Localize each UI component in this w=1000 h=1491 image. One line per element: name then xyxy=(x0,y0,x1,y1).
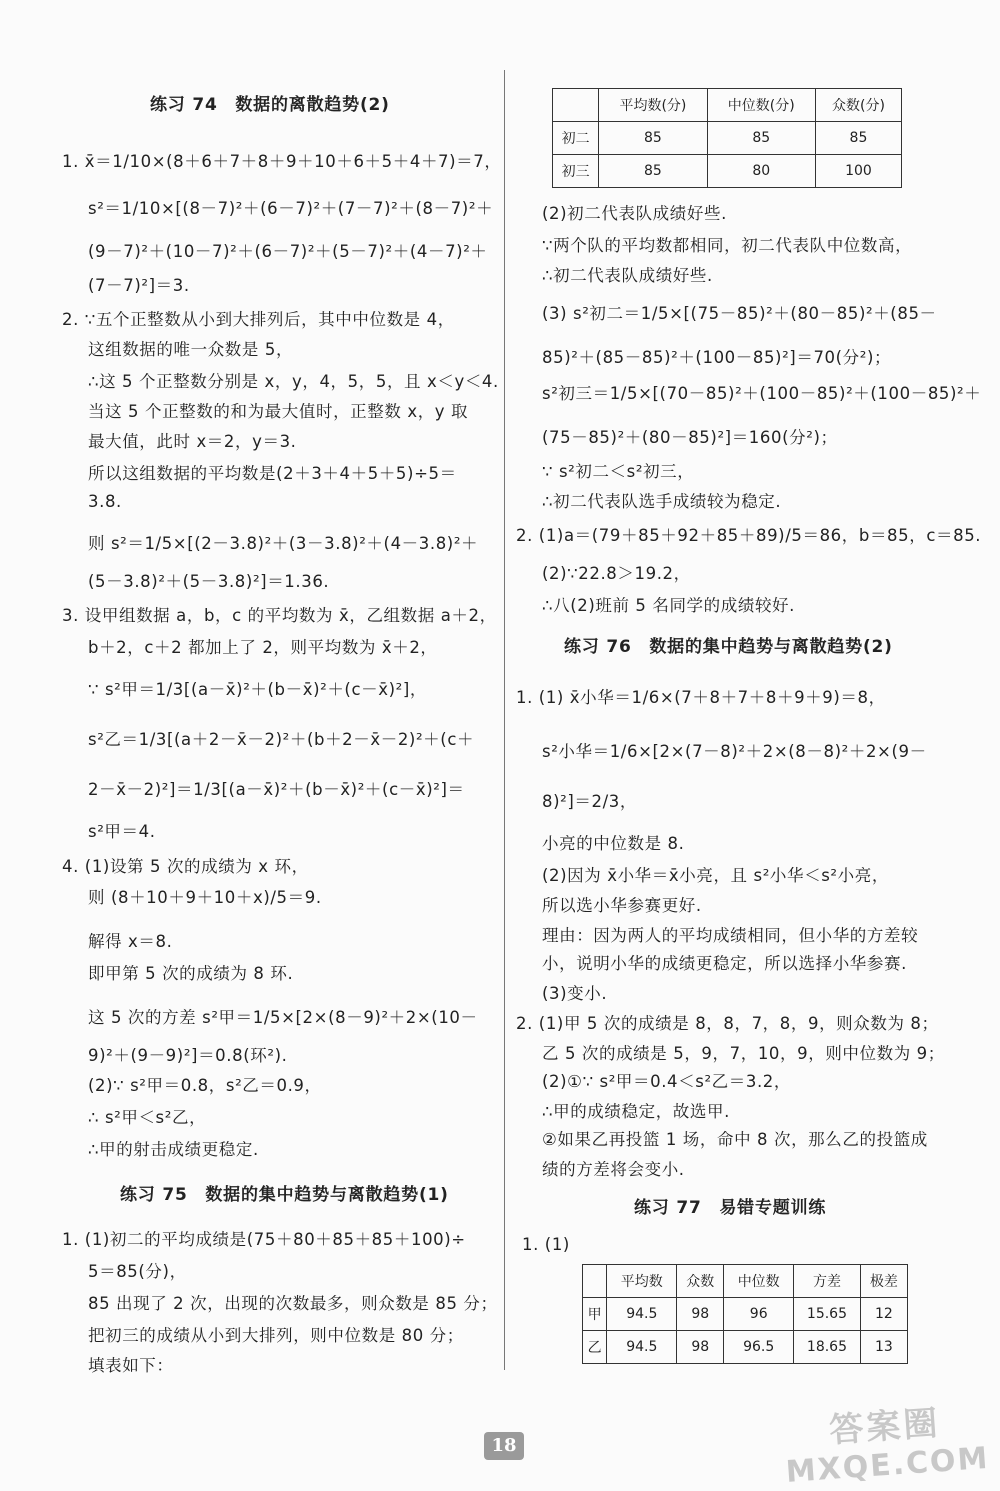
table-cell: 94.5 xyxy=(607,1298,677,1331)
table-cell: 初二 xyxy=(553,122,599,155)
answer-line: 85 出现了 2 次，出现的次数最多，则众数是 85 分； xyxy=(88,1294,498,1313)
exercise-77-item-1: 1. (1) xyxy=(522,1235,570,1254)
answer-line: ∴八(2)班前 5 名同学的成绩较好. xyxy=(542,596,796,615)
answer-line: 填表如下： xyxy=(88,1356,174,1375)
answer-line: (2)因为 x̄小华＝x̄小亮，且 s²小华＜s²小亮， xyxy=(542,866,889,885)
answer-line: s²初三＝1/5×[(70－85)²＋(100－85)²＋(100－85)²＋ xyxy=(542,384,982,403)
table-header-cell xyxy=(583,1265,607,1298)
watermark-text: 答案圈 xyxy=(828,1403,942,1451)
answer-line: 解得 x＝8. xyxy=(88,932,173,951)
table-row xyxy=(583,1298,908,1331)
answer-line: (3)变小. xyxy=(542,984,608,1003)
answer-line: ∴初二代表队成绩好些. xyxy=(542,266,713,285)
watermark-url: MXQE.COM xyxy=(784,1440,991,1491)
answer-line: 乙 5 次的成绩是 5，9，7，10，9，则中位数为 9； xyxy=(542,1044,945,1063)
table-cell: 12 xyxy=(860,1298,907,1331)
answer-line: ②如果乙再投篮 1 场，命中 8 次，那么乙的投篮成 xyxy=(542,1130,928,1149)
heading-exercise-74: 练习 74 数据的离散趋势(2) xyxy=(150,95,390,115)
answer-line: 3.8. xyxy=(88,492,122,511)
score-summary-table xyxy=(552,88,902,188)
table-cell: 85 xyxy=(599,122,707,155)
table-cell: 80 xyxy=(707,155,815,188)
answer-line: 则 (8＋10＋9＋10＋x)/5＝9. xyxy=(88,888,322,907)
answer-line: 3. 设甲组数据 a，b，c 的平均数为 x̄，乙组数据 a＋2， xyxy=(62,606,497,625)
answer-line: 2. (1)甲 5 次的成绩是 8，8，7，8，9，则众数为 8； xyxy=(516,1014,939,1033)
shooting-stats-table xyxy=(582,1264,908,1364)
answer-line: 则 s²＝1/5×[(2－3.8)²＋(3－3.8)²＋(4－3.8)²＋ xyxy=(88,534,479,553)
answer-line: (2)∵22.8＞19.2， xyxy=(542,564,691,583)
answer-line: 1. (1) x̄小华＝1/6×(7＋8＋7＋8＋9＋9)＝8， xyxy=(516,688,886,707)
answer-line: 所以选小华参赛更好. xyxy=(542,896,702,915)
answer-line: (9－7)²＋(10－7)²＋(6－7)²＋(5－7)²＋(4－7)²＋ xyxy=(88,242,488,261)
answer-line: 最大值，此时 x＝2，y＝3. xyxy=(88,432,297,451)
answer-line: (2)∵ s²甲＝0.8，s²乙＝0.9， xyxy=(88,1076,322,1095)
answer-line: 1. x̄＝1/10×(8＋6＋7＋8＋9＋10＋6＋5＋4＋7)＝7， xyxy=(62,152,502,171)
answer-line: 这组数据的唯一众数是 5， xyxy=(88,340,294,359)
answer-line: (2)①∵ s²甲＝0.4＜s²乙＝3.2， xyxy=(542,1072,792,1091)
answer-line: 小亮的中位数是 8. xyxy=(542,834,685,853)
table-cell: 13 xyxy=(860,1331,907,1364)
answer-line: s²＝1/10×[(8－7)²＋(6－7)²＋(7－7)²＋(8－7)²＋ xyxy=(88,199,494,218)
table-cell: 96.5 xyxy=(724,1331,794,1364)
table-cell: 18.65 xyxy=(794,1331,861,1364)
answer-line: 小，说明小华的成绩更稳定，所以选择小华参赛. xyxy=(542,954,907,973)
answer-line: ∴甲的成绩稳定，故选甲. xyxy=(542,1102,730,1121)
table-cell: 85 xyxy=(815,122,901,155)
table-header-cell: 极差 xyxy=(860,1265,907,1298)
answer-line: 这 5 次的方差 s²甲＝1/5×[2×(8－9)²＋2×(10－ xyxy=(88,1008,478,1027)
answer-line: s²小华＝1/6×[2×(7－8)²＋2×(8－8)²＋2×(9－ xyxy=(542,742,927,761)
answer-line: ∵ s²甲＝1/3[(a－x̄)²＋(b－x̄)²＋(c－x̄)²]， xyxy=(88,680,427,699)
answer-line: 把初三的成绩从小到大排列，则中位数是 80 分； xyxy=(88,1326,464,1345)
heading-exercise-76: 练习 76 数据的集中趋势与离散趋势(2) xyxy=(564,637,893,657)
table-header-cell: 中位数 xyxy=(724,1265,794,1298)
table-cell: 初三 xyxy=(553,155,599,188)
table-cell: 甲 xyxy=(583,1298,607,1331)
table-header-cell: 众数 xyxy=(677,1265,724,1298)
table-cell: 100 xyxy=(815,155,901,188)
table-header-cell: 众数(分) xyxy=(815,89,901,122)
table-row xyxy=(553,122,902,155)
page-number: 18 xyxy=(484,1432,524,1460)
watermark-logo xyxy=(782,1392,991,1490)
answer-line: 85)²＋(85－85)²＋(100－85)²]＝70(分²)； xyxy=(542,348,892,367)
table-cell: 15.65 xyxy=(794,1298,861,1331)
table-cell: 85 xyxy=(707,122,815,155)
answer-line: (2)初二代表队成绩好些. xyxy=(542,204,727,223)
answer-line: 2. ∵五个正整数从小到大排列后，其中中位数是 4， xyxy=(62,310,455,329)
answer-line: 2－x̄－2)²]＝1/3[(a－x̄)²＋(b－x̄)²＋(c－x̄)²]＝ xyxy=(88,780,465,799)
answer-line: 2. (1)a＝(79＋85＋92＋85＋89)/5＝86，b＝85，c＝85. xyxy=(516,526,982,545)
answer-line: 9)²＋(9－9)²]＝0.8(环²). xyxy=(88,1046,288,1065)
answer-line: (7－7)²]＝3. xyxy=(88,276,190,295)
answer-line: ∴这 5 个正整数分别是 x，y，4，5，5，且 x＜y＜4. xyxy=(88,372,499,391)
answer-line: ∴ s²甲＜s²乙， xyxy=(88,1108,207,1127)
answer-line: 即甲第 5 次的成绩为 8 环. xyxy=(88,964,294,983)
answer-line: 绩的方差将会变小. xyxy=(542,1160,685,1179)
answer-line: ∴初二代表队选手成绩较为稳定. xyxy=(542,492,782,511)
heading-exercise-77: 练习 77 易错专题训练 xyxy=(634,1198,827,1218)
table-header-cell: 方差 xyxy=(794,1265,861,1298)
answer-line: 8)²]＝2/3， xyxy=(542,792,637,811)
table-cell: 96 xyxy=(724,1298,794,1331)
answer-line: 5＝85(分)， xyxy=(88,1262,187,1281)
table-header-cell xyxy=(553,89,599,122)
answer-line: s²甲＝4. xyxy=(88,822,156,841)
heading-exercise-75: 练习 75 数据的集中趋势与离散趋势(1) xyxy=(120,1185,449,1205)
table-row xyxy=(553,155,902,188)
answer-line: 所以这组数据的平均数是(2＋3＋4＋5＋5)÷5＝ xyxy=(88,464,457,483)
answer-line: (3) s²初二＝1/5×[(75－85)²＋(80－85)²＋(85－ xyxy=(542,304,937,323)
answer-line: (75－85)²＋(80－85)²]＝160(分²)； xyxy=(542,428,838,447)
table-header-cell: 平均数(分) xyxy=(599,89,707,122)
answer-line: ∵两个队的平均数都相同，初二代表队中位数高， xyxy=(542,236,913,255)
answer-line: ∵ s²初二＜s²初三， xyxy=(542,462,695,481)
table-cell: 98 xyxy=(677,1331,724,1364)
answer-line: b＋2，c＋2 都加上了 2，则平均数为 x̄＋2， xyxy=(88,638,438,657)
answer-line: ∴甲的射击成绩更稳定. xyxy=(88,1140,259,1159)
table-cell: 85 xyxy=(599,155,707,188)
table-cell: 98 xyxy=(677,1298,724,1331)
answer-line: 当这 5 个正整数的和为最大值时，正整数 x，y 取 xyxy=(88,402,469,421)
table-header-cell: 中位数(分) xyxy=(707,89,815,122)
table-row xyxy=(583,1331,908,1364)
table-cell: 94.5 xyxy=(607,1331,677,1364)
answer-line: 1. (1)初二的平均成绩是(75＋80＋85＋85＋100)÷ xyxy=(62,1230,466,1249)
answer-line: 理由：因为两人的平均成绩相同，但小华的方差较 xyxy=(542,926,919,945)
answer-line: 4. (1)设第 5 次的成绩为 x 环， xyxy=(62,857,309,876)
answer-line: s²乙＝1/3[(a＋2－x̄－2)²＋(b＋2－x̄－2)²＋(c＋ xyxy=(88,730,475,749)
table-header-cell: 平均数 xyxy=(607,1265,677,1298)
column-divider xyxy=(504,70,505,1370)
answer-line: (5－3.8)²＋(5－3.8)²]＝1.36. xyxy=(88,572,330,591)
table-cell: 乙 xyxy=(583,1331,607,1364)
